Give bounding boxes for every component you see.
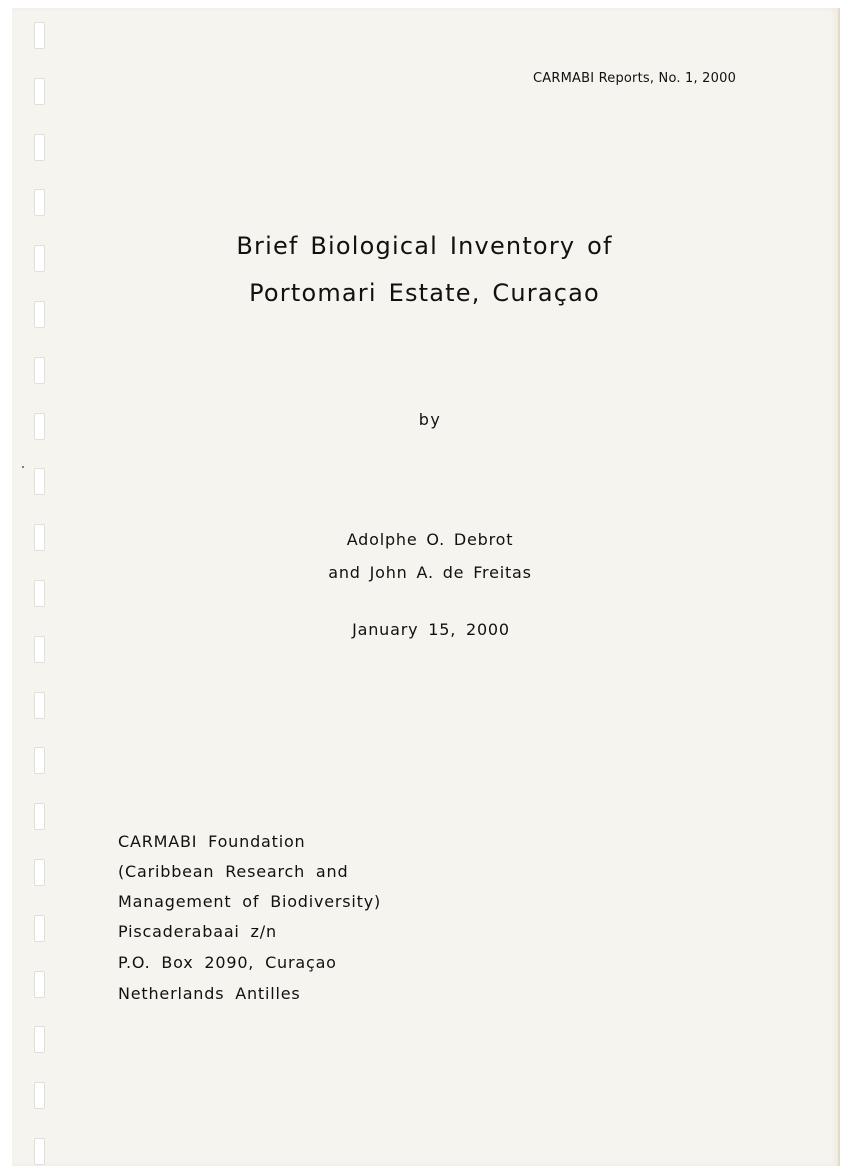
punch-hole [34,134,45,161]
author-line-2: and John A. de Freitas [328,563,532,582]
address-line-organization: CARMABI Foundation [118,832,306,851]
address-line-po-box: P.O. Box 2090, Curaçao [118,953,337,972]
address-line-organization-full-2: Management of Biodiversity) [118,892,382,911]
report-date: January 15, 2000 [352,620,510,639]
title-line-1: Brief Biological Inventory of [236,232,613,260]
punch-hole [34,1082,45,1109]
report-series: CARMABI Reports, No. 1, 2000 [533,71,737,86]
punch-hole [34,747,45,774]
punch-hole [34,915,45,942]
punch-hole [34,636,45,663]
address-line-street: Piscaderabaai z/n [118,922,277,941]
by-label: by [418,410,442,429]
punch-hole [34,859,45,886]
punch-hole [34,78,45,105]
author-line-1: Adolphe O. Debrot [346,530,514,549]
punch-hole [34,189,45,216]
punch-hole [34,357,45,384]
punch-hole [34,580,45,607]
punch-hole [34,1138,45,1165]
punch-hole [34,468,45,495]
title-line-2: Portomari Estate, Curaçao [249,279,600,307]
punch-hole [34,971,45,998]
address-line-organization-full-1: (Caribbean Research and [118,862,349,881]
punch-hole [34,22,45,49]
punch-hole [34,1026,45,1053]
punch-hole [34,692,45,719]
address-line-country: Netherlands Antilles [118,984,301,1003]
dust-speck [22,466,24,468]
punch-hole [34,803,45,830]
